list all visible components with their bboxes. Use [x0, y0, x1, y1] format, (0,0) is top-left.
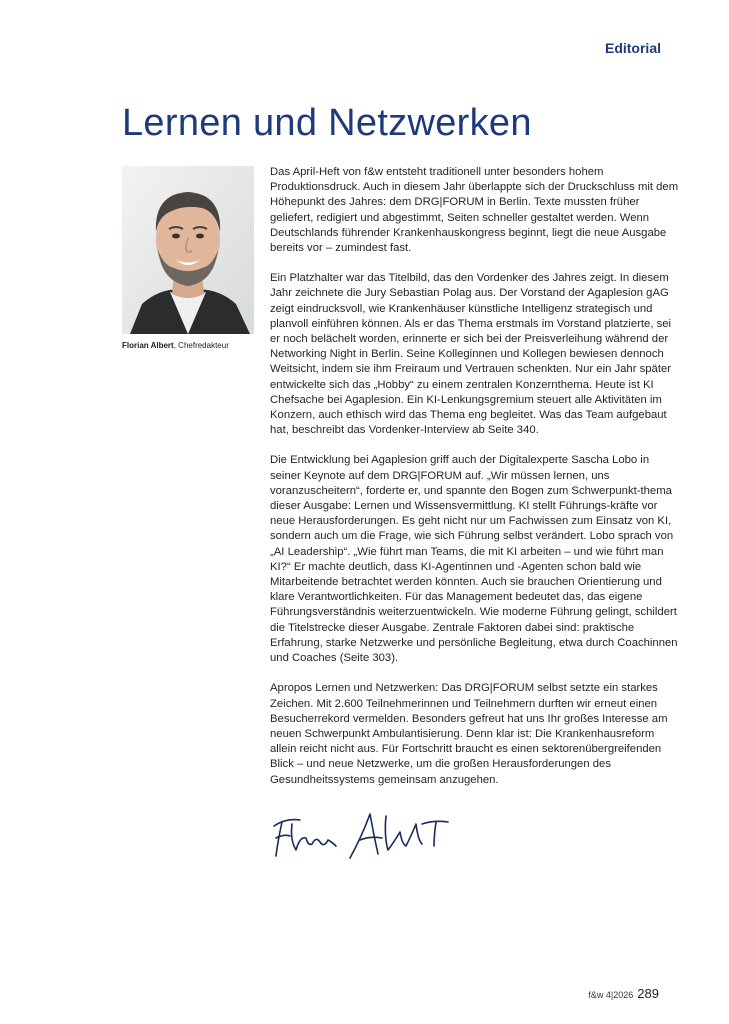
paragraph: Das April-Heft von f&w entsteht traditionell unter besonders hohem Produktionsdruck. Auch in diesem Jahr überlappte sich der Druckschluss mit dem Höhepunkt des Jahres: dem DRG|FORUM in Berlin. Texte mussten früher geliefert, redigiert und abgestimmt, Seiten schneller gestaltet werden. Wenn Deutschlands führender Krankenhauskongress beginnt, liegt die neue Ausgabe bereits vor – zumindest fast. [270, 166, 679, 255]
handwritten-signature [266, 806, 466, 866]
author-portrait [122, 166, 254, 334]
caption-role: , Chefredakteur [173, 341, 229, 350]
portrait-caption [122, 341, 262, 351]
paragraph: Apropos Lernen und Netzwerken: Das DRG|FORUM selbst setzte ein starkes Zeichen. Mit 2.600 Teilnehmerinnen und Teilnehmern durften wir erneut einen Besucherrekord vermelden. Besonders gefreut hat uns Ihr großes Interesse am neuen Schwerpunkt Ambulantisierung. Denn klar ist: Die Krankenhausreform allein reicht nicht aus. Für Fortschritt braucht es einen sektorenübergreifenden Blick – und neue Netzwerke, um die großen Herausforderungen des Gesundheitssystems gemeinsam anzugehen. [270, 682, 668, 786]
page-number: 289 [637, 986, 659, 1001]
article-body [270, 165, 680, 803]
issue-label: f&w 4|2026 [588, 990, 634, 1000]
portrait-illustration [122, 166, 254, 334]
section-label: Editorial [604, 40, 661, 56]
paragraph: Die Entwicklung bei Agaplesion griff auch der Digitalexperte Sascha Lobo in seiner Keynote auf dem DRG|FORUM auf. „Wir müssen lernen, uns voranzuscheitern“, forderte er, und spannte den Bogen zum Schwerpunkt-thema dieser Ausgabe: Lernen und Wissensvermittlung. KI stellt Führungs-kräfte vor neue Herausforderungen. Es geht nicht nur um Fachwissen zum Einsatz von KI, sondern auch um die Frage, wie sich Führung selbst verändert. Lobo sprach von „AI Leadership“. „Wie führt man Teams, die mit KI arbeiten – und wie führt man KI?“ Er machte deutlich, dass KI-Agentinnen und -Agenten schon bald wie Mitarbeitende betrachtet werden könnten. Auch sie brauchen Orientierung und klare Verantwortlichkeiten. Für das Management bedeutet das, das eigene Führungsverständnis weiterzuentwickeln. Wie moderne Führung gelingt, schildert die Titelstrecke dieser Ausgabe. Zentrale Faktoren dabei sind: praktische Erfahrung, starke Netzwerke und persönliche Begleitung, etwa durch Coachinnen und Coaches (Seite 303). [270, 454, 678, 665]
page-footer [588, 986, 659, 1001]
caption-name: Florian Albert [122, 341, 174, 350]
paragraph: Ein Platzhalter war das Titelbild, das den Vordenker des Jahres zeigt. In diesem Jahr zeichnete die Jury Sebastian Polag aus. Der Vorstand der Agaplesion gAG zeigt eindrucksvoll, wie Krankenhäuser künstliche Intelligenz strategisch und planvoll einführen können. Als er das Thema erstmals im Vorstand platzierte, sei er noch belächelt worden, erinnerte er sich bei der Preisverleihung während der Networking Night in Berlin. Seine Kolleginnen und Kollegen bewiesen dennoch Weitsicht, indem sie ihm Freiraum und Vertrauen schenkten. Nur ein Jahr später entwickelte sich das „Hobby“ zu einem zentralen Konzernthema. Heute ist KI Chefsache bei Agaplesion. Ein KI-Lenkungsgremium steuert alle Aktivitäten im Konzern, auch ethisch wird das Thema eng begleitet. Was das Team aufgebaut hat, beschreibt das Vordenker-Interview ab Seite 340. [270, 272, 672, 437]
headline: Lernen und Netzwerken [122, 102, 532, 144]
